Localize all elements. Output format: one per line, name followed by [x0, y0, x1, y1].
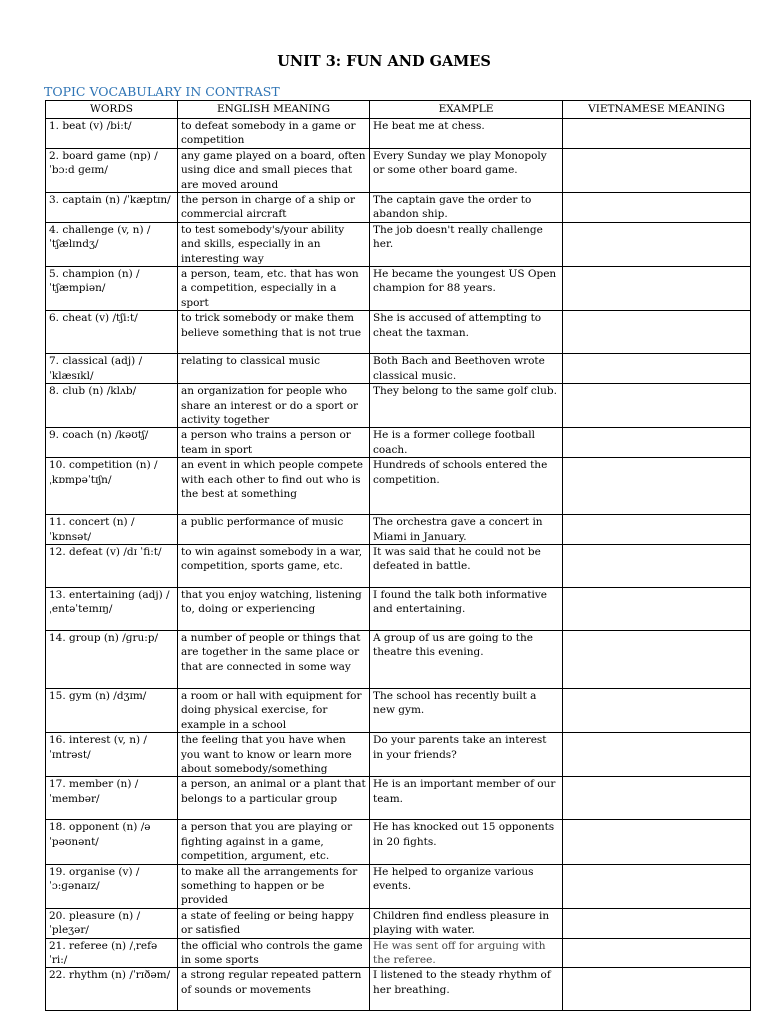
table-body: [46, 119, 751, 1011]
example-cell: She is accused of attempting to cheat the taxman.: [370, 311, 563, 354]
vietnamese-meaning-cell: [563, 688, 751, 732]
example-cell: Both Bach and Beethoven wrote classical music.: [370, 354, 563, 384]
english-meaning-cell: a public performance of music: [178, 515, 370, 545]
example-cell: He helped to organize various events.: [370, 864, 563, 908]
header-english-meaning: ENGLISH MEANING: [178, 101, 370, 119]
table-row: [46, 908, 751, 938]
table-header-row: [46, 101, 751, 119]
english-meaning-cell: a strong regular repeated pattern of sounds or movements: [178, 968, 370, 1011]
english-meaning-cell: that you enjoy watching, listening to, doing or experiencing: [178, 587, 370, 630]
table-row: [46, 267, 751, 311]
english-meaning-cell: a person, an animal or a plant that belongs to a particular group: [178, 777, 370, 820]
table-row: [46, 688, 751, 732]
table-row: [46, 515, 751, 545]
example-cell: The school has recently built a new gym.: [370, 688, 563, 732]
vietnamese-meaning-cell: [563, 354, 751, 384]
table-row: [46, 938, 751, 968]
vietnamese-meaning-cell: [563, 428, 751, 458]
vietnamese-meaning-cell: [563, 777, 751, 820]
word-cell: 16. interest (v, n) /ˈɪntrəst/: [46, 733, 178, 777]
english-meaning-cell: any game played on a board, often using dice and small pieces that are moved around: [178, 148, 370, 192]
table-row: [46, 587, 751, 630]
vietnamese-meaning-cell: [563, 908, 751, 938]
example-cell: He has knocked out 15 opponents in 20 fights.: [370, 820, 563, 864]
example-cell: The captain gave the order to abandon ship.: [370, 193, 563, 223]
word-cell: 9. coach (n) /kəʊtʃ/: [46, 428, 178, 458]
word-cell: 18. opponent (n) /ə ˈpəʊnənt/: [46, 820, 178, 864]
english-meaning-cell: to defeat somebody in a game or competition: [178, 119, 370, 149]
word-cell: 13. entertaining (adj) /ˌentəˈteɪnɪŋ/: [46, 587, 178, 630]
example-cell: He became the youngest US Open champion for 88 years.: [370, 267, 563, 311]
example-cell: They belong to the same golf club.: [370, 384, 563, 428]
vietnamese-meaning-cell: [563, 311, 751, 354]
page-title: UNIT 3: FUN AND GAMES: [277, 53, 491, 70]
vietnamese-meaning-cell: [563, 820, 751, 864]
table-row: [46, 864, 751, 908]
word-cell: 3. captain (n) /ˈkæptɪn/: [46, 193, 178, 223]
vocabulary-table: [45, 100, 751, 1011]
vietnamese-meaning-cell: [563, 938, 751, 968]
vietnamese-meaning-cell: [563, 193, 751, 223]
vietnamese-meaning-cell: [563, 544, 751, 587]
example-cell: Children find endless pleasure in playing with water.: [370, 908, 563, 938]
word-cell: 8. club (n) /klʌb/: [46, 384, 178, 428]
english-meaning-cell: the feeling that you have when you want to know or learn more about somebody/something: [178, 733, 370, 777]
example-cell: It was said that he could not be defeated in battle.: [370, 544, 563, 587]
example-cell: The orchestra gave a concert in Miami in January.: [370, 515, 563, 545]
vietnamese-meaning-cell: [563, 384, 751, 428]
vietnamese-meaning-cell: [563, 515, 751, 545]
table-row: [46, 733, 751, 777]
table-row: [46, 119, 751, 149]
example-cell: He is a former college football coach.: [370, 428, 563, 458]
header-vietnamese-meaning: VIETNAMESE MEANING: [563, 101, 751, 119]
vietnamese-meaning-cell: [563, 119, 751, 149]
english-meaning-cell: a room or hall with equipment for doing physical exercise, for example in a school: [178, 688, 370, 732]
table-row: [46, 544, 751, 587]
word-cell: 14. group (n) /ɡru:p/: [46, 630, 178, 688]
word-cell: 7. classical (adj) /ˈklæsɪkl/: [46, 354, 178, 384]
word-cell: 22. rhythm (n) /ˈrɪðəm/: [46, 968, 178, 1011]
english-meaning-cell: a person, team, etc. that has won a competition, especially in a sport: [178, 267, 370, 311]
vietnamese-meaning-cell: [563, 864, 751, 908]
example-cell: He is an important member of our team.: [370, 777, 563, 820]
word-cell: 21. referee (n) /ˌrefə ˈri:/: [46, 938, 178, 968]
table-row: [46, 777, 751, 820]
word-cell: 10. competition (n) /ˌkɒmpəˈtɪʃn/: [46, 458, 178, 515]
section-subtitle: TOPIC VOCABULARY IN CONTRAST: [44, 84, 280, 99]
example-cell: Hundreds of schools entered the competition.: [370, 458, 563, 515]
example-cell: The job doesn't really challenge her.: [370, 222, 563, 266]
table-row: [46, 820, 751, 864]
vietnamese-meaning-cell: [563, 148, 751, 192]
word-cell: 6. cheat (v) /tʃi:t/: [46, 311, 178, 354]
header-example: EXAMPLE: [370, 101, 563, 119]
vietnamese-meaning-cell: [563, 630, 751, 688]
table-row: [46, 193, 751, 223]
table-row: [46, 354, 751, 384]
table-row: [46, 630, 751, 688]
vietnamese-meaning-cell: [563, 222, 751, 266]
english-meaning-cell: an organization for people who share an interest or do a sport or activity together: [178, 384, 370, 428]
header-words: WORDS: [46, 101, 178, 119]
table-row: [46, 968, 751, 1011]
table-row: [46, 222, 751, 266]
english-meaning-cell: a number of people or things that are together in the same place or that are connected in some way: [178, 630, 370, 688]
example-cell: Every Sunday we play Monopoly or some other board game.: [370, 148, 563, 192]
table-row: [46, 311, 751, 354]
example-cell: I listened to the steady rhythm of her breathing.: [370, 968, 563, 1011]
english-meaning-cell: an event in which people compete with each other to find out who is the best at something: [178, 458, 370, 515]
example-cell: I found the talk both informative and entertaining.: [370, 587, 563, 630]
table-row: [46, 384, 751, 428]
english-meaning-cell: relating to classical music: [178, 354, 370, 384]
vietnamese-meaning-cell: [563, 968, 751, 1011]
english-meaning-cell: to test somebody's/your ability and skills, especially in an interesting way: [178, 222, 370, 266]
vietnamese-meaning-cell: [563, 267, 751, 311]
vietnamese-meaning-cell: [563, 587, 751, 630]
vietnamese-meaning-cell: [563, 458, 751, 515]
example-cell: He was sent off for arguing with the referee.: [370, 938, 563, 968]
english-meaning-cell: a state of feeling or being happy or satisfied: [178, 908, 370, 938]
word-cell: 20. pleasure (n) /ˈpleʒər/: [46, 908, 178, 938]
word-cell: 15. gym (n) /dʒɪm/: [46, 688, 178, 732]
word-cell: 1. beat (v) /bi:t/: [46, 119, 178, 149]
word-cell: 17. member (n) /ˈmembər/: [46, 777, 178, 820]
word-cell: 12. defeat (v) /dɪ ˈfi:t/: [46, 544, 178, 587]
word-cell: 11. concert (n) /ˈkɒnsət/: [46, 515, 178, 545]
english-meaning-cell: a person that you are playing or fighting against in a game, competition, argument, etc.: [178, 820, 370, 864]
word-cell: 19. organise (v) /ˈɔ:ɡənaɪz/: [46, 864, 178, 908]
word-cell: 4. challenge (v, n) /ˈtʃælɪndʒ/: [46, 222, 178, 266]
english-meaning-cell: to make all the arrangements for something to happen or be provided: [178, 864, 370, 908]
vietnamese-meaning-cell: [563, 733, 751, 777]
example-cell: He beat me at chess.: [370, 119, 563, 149]
english-meaning-cell: to win against somebody in a war, competition, sports game, etc.: [178, 544, 370, 587]
english-meaning-cell: to trick somebody or make them believe something that is not true: [178, 311, 370, 354]
example-cell: A group of us are going to the theatre this evening.: [370, 630, 563, 688]
table-row: [46, 428, 751, 458]
word-cell: 2. board game (np) /ˈbɔ:d ɡeɪm/: [46, 148, 178, 192]
word-cell: 5. champion (n) /ˈtʃæmpiən/: [46, 267, 178, 311]
english-meaning-cell: the person in charge of a ship or commercial aircraft: [178, 193, 370, 223]
table-row: [46, 148, 751, 192]
english-meaning-cell: the official who controls the game in some sports: [178, 938, 370, 968]
example-cell: Do your parents take an interest in your friends?: [370, 733, 563, 777]
english-meaning-cell: a person who trains a person or team in sport: [178, 428, 370, 458]
table-row: [46, 458, 751, 515]
